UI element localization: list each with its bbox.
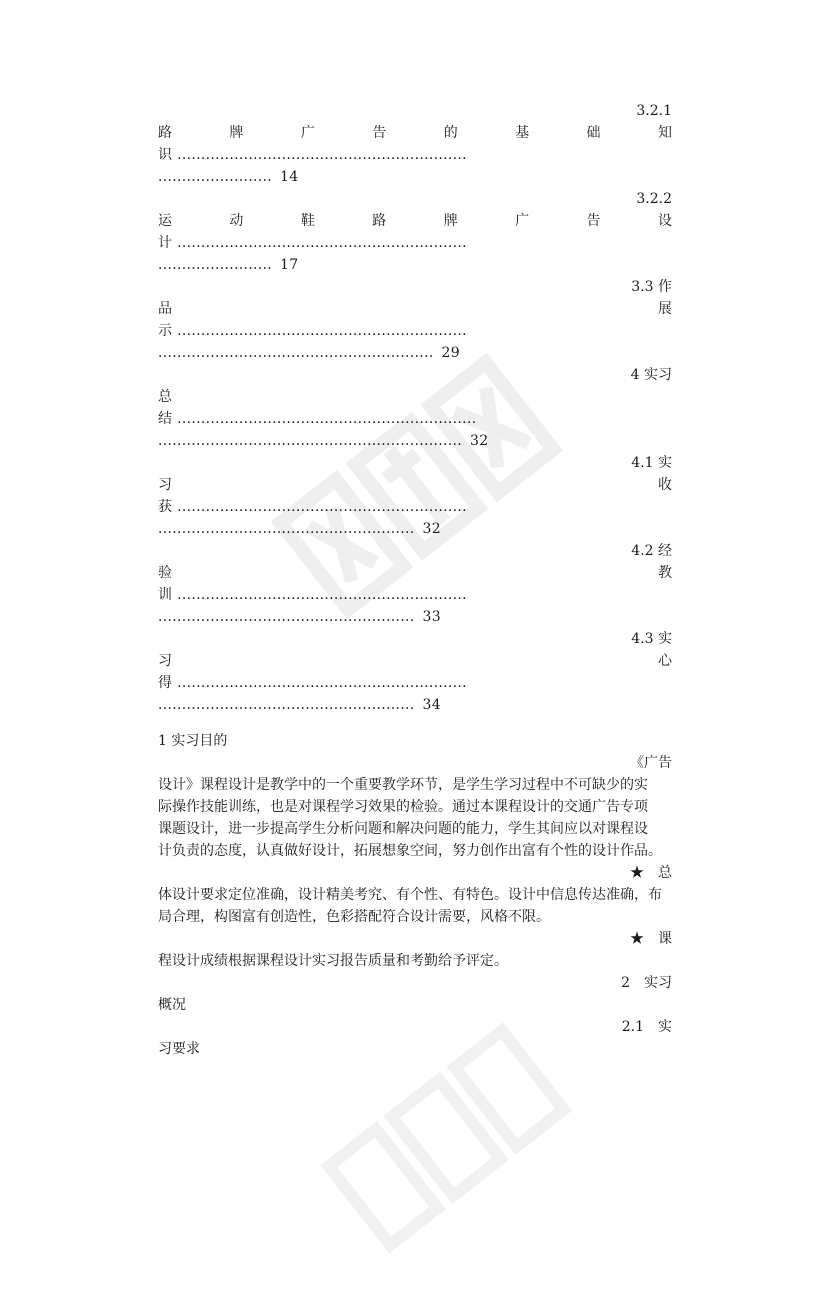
toc-title-last-char: 识 xyxy=(158,147,173,163)
toc-title-char: 础 xyxy=(586,125,601,141)
section-2-1-heading-lead: 2.1 实 xyxy=(621,1019,672,1035)
toc-entry-title xyxy=(158,650,672,672)
paragraph-line: 局合理，构图富有创造性，色彩搭配符合设计需要，风格不限。 xyxy=(158,909,550,925)
toc-entry-title xyxy=(158,562,672,584)
toc-title-char: 设 xyxy=(657,213,672,229)
toc-leader-line: 训 ............................................................. xyxy=(158,587,467,603)
paragraph-line: 际操作技能训练，也是对课程学习效果的检验。通过本课程设计的交通广告专项 xyxy=(158,799,648,815)
toc-title-last-char: 得 xyxy=(158,675,173,691)
document-body xyxy=(158,100,672,1060)
toc-title-char: 心 xyxy=(658,653,672,669)
toc-page-number: 17 xyxy=(280,257,299,273)
paragraph-line: 计负责的态度，认真做好设计，拓展想象空间，努力创作出富有个性的设计作品。 xyxy=(158,843,662,859)
toc-title-char: 鞋 xyxy=(300,213,315,229)
paragraph-lead: 《广告 xyxy=(630,755,672,771)
toc-title-char: 验 xyxy=(158,565,172,581)
toc-page-line: ................................................................ 32 xyxy=(158,433,489,449)
toc-title-char: 路 xyxy=(372,213,387,229)
toc-entry-title xyxy=(158,122,672,144)
toc-title-char: 收 xyxy=(658,477,672,493)
toc-entry-number: 4.2 经 xyxy=(631,543,672,559)
toc-leader-line: 示 ............................................................. xyxy=(158,323,467,339)
toc-title-char: 习 xyxy=(158,653,172,669)
section-1 xyxy=(158,730,672,1060)
toc-title-char: 的 xyxy=(443,125,458,141)
toc-title-char: 展 xyxy=(658,301,672,317)
toc-title-char: 路 xyxy=(158,125,172,141)
toc-entry-number: 3.2.1 xyxy=(636,103,672,119)
paragraph-line: 设计》课程设计是教学中的一个重要教学环节，是学生学习过程中不可缺少的实 xyxy=(158,777,648,793)
toc-page-line: ...................................................... 33 xyxy=(158,609,441,625)
toc-title-char: 总 xyxy=(158,389,172,405)
toc-title-last-char: 计 xyxy=(158,235,173,251)
paragraph-lead: ★ 课 xyxy=(630,931,672,947)
toc-page-line: ...................................................... 32 xyxy=(158,521,441,537)
toc-page-number: 32 xyxy=(422,521,441,537)
toc-page-number: 14 xyxy=(280,169,299,185)
toc-title-last-char: 训 xyxy=(158,587,173,603)
section-2-1-heading-tail: 习要求 xyxy=(158,1041,200,1057)
toc-leader-line: 识 ............................................................. xyxy=(158,147,467,163)
toc-leader-line: 得 ............................................................. xyxy=(158,675,467,691)
toc-title-char: 牌 xyxy=(443,213,458,229)
toc-entry-number: 4.3 实 xyxy=(631,631,672,647)
toc-entry-title xyxy=(158,298,672,320)
toc-title-char: 告 xyxy=(586,213,601,229)
section-heading: 1 实习目的 xyxy=(158,733,228,749)
toc-entry-number: 4.1 实 xyxy=(631,455,672,471)
toc-leader-line: 结 ............................................................... xyxy=(158,411,477,427)
toc-title-char: 习 xyxy=(158,477,172,493)
toc-page-number: 32 xyxy=(470,433,489,449)
toc-entry-number: 3.3 作 xyxy=(631,279,672,295)
paragraph-line: 体设计要求定位准确，设计精美考究、有个性、有特色。设计中信息传达准确，布 xyxy=(158,887,662,903)
table-of-contents xyxy=(158,100,672,716)
toc-title-char: 知 xyxy=(657,125,672,141)
toc-title-char: 教 xyxy=(658,565,672,581)
toc-page-line: ...................................................... 34 xyxy=(158,697,441,713)
toc-entry-title xyxy=(158,474,672,496)
toc-page-line: ........................ 17 xyxy=(158,257,299,273)
toc-leader-line: 计 ............................................................. xyxy=(158,235,467,251)
toc-title-char: 牌 xyxy=(229,125,244,141)
toc-entry-title xyxy=(158,386,672,408)
toc-entry-title xyxy=(158,210,672,232)
section-2-heading-tail: 概况 xyxy=(158,997,186,1013)
toc-page-number: 34 xyxy=(422,697,441,713)
toc-page-number: 33 xyxy=(422,609,441,625)
toc-title-last-char: 结 xyxy=(158,411,173,427)
toc-title-char: 运 xyxy=(158,213,172,229)
toc-title-char: 告 xyxy=(372,125,387,141)
toc-title-last-char: 示 xyxy=(158,323,173,339)
toc-entry-number: 4 实习 xyxy=(630,367,672,383)
toc-title-last-char: 获 xyxy=(158,499,173,515)
paragraph-line: 程设计成绩根据课程设计实习报告质量和考勤给予评定。 xyxy=(158,953,508,969)
paragraph-line: 课题设计，进一步提高学生分析问题和解决问题的能力，学生其间应以对课程设 xyxy=(158,821,648,837)
section-2-heading-lead: 2 实习 xyxy=(621,975,672,991)
toc-title-char: 基 xyxy=(515,125,530,141)
toc-page-line: .......................................................... 29 xyxy=(158,345,460,361)
toc-entry-number: 3.2.2 xyxy=(636,191,672,207)
toc-page-line: ........................ 14 xyxy=(158,169,299,185)
toc-title-char: 品 xyxy=(158,301,172,317)
toc-title-char: 广 xyxy=(515,213,530,229)
toc-leader-line: 获 ............................................................. xyxy=(158,499,467,515)
toc-title-char: 广 xyxy=(300,125,315,141)
paragraph-lead: ★ 总 xyxy=(630,865,672,881)
toc-title-char: 动 xyxy=(229,213,244,229)
toc-page-number: 29 xyxy=(441,345,460,361)
